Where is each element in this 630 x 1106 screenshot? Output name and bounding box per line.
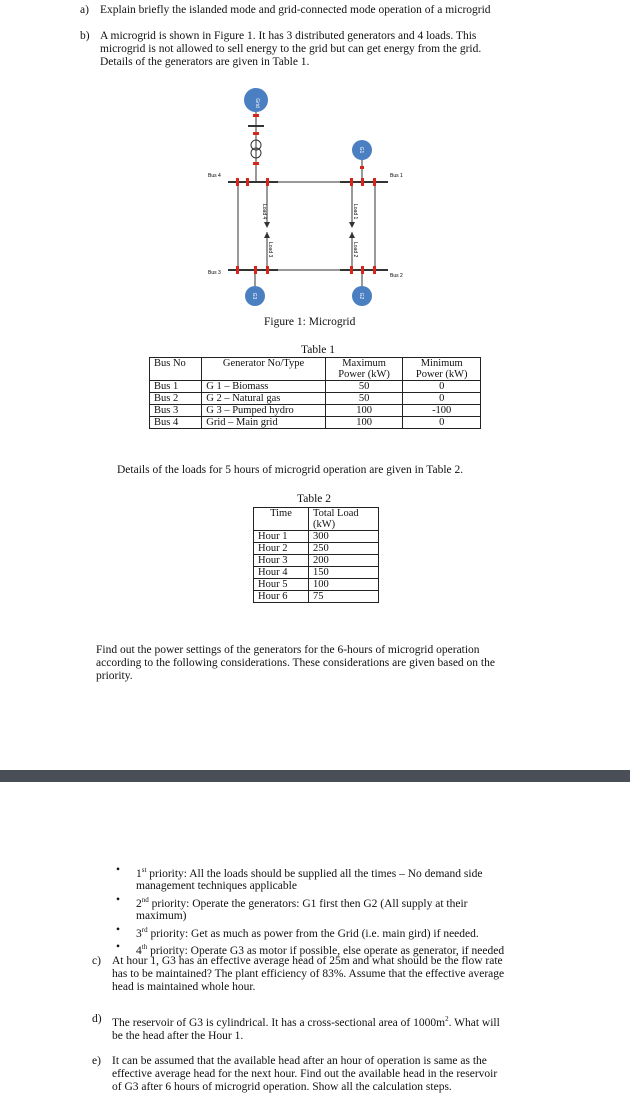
header-line: Power (kW) [415,369,468,380]
table-cell: 300 [309,531,379,543]
table-header-cell: Bus No [150,358,202,381]
table-cell: G 1 – Biomass [202,381,326,393]
g2-label: G2 [358,292,364,300]
g1-label: G1 [358,146,364,154]
table-cell: Hour 5 [254,579,309,591]
table-row [254,579,379,591]
table-cell: 100 [325,405,403,417]
bus-3-breaker-icon [266,266,269,274]
table-cell: Hour 3 [254,555,309,567]
header-line: Total Load [313,508,359,519]
table-cell: 100 [309,579,379,591]
table-row [150,358,481,381]
priority-text: priority: Operate the generators: G1 first then G2 (All supply at their [151,897,468,910]
load-4-label: Load 4 [261,204,267,220]
question-d-marker: d) [92,1013,102,1025]
table-cell: Grid – Main grid [202,417,326,429]
find-out-line: priority. [96,670,133,682]
bus-1-breaker-icon [361,178,364,186]
bullet-icon: • [116,864,121,876]
table-cell: Hour 6 [254,591,309,603]
priority-item [108,924,568,940]
question-d-line: be the head after the Hour 1. [112,1029,244,1042]
question-c-line: At hour 1, G3 has an effective average head of 25m and what should be the flow rate [112,955,503,967]
header-line: Minimum [420,358,463,369]
table-row [254,591,379,603]
table-header-cell: Time [254,508,309,531]
question-b-line: A microgrid is shown in Figure 1. It has 3 distributed generators and 4 loads. This [100,30,477,42]
table-cell: 100 [325,417,403,429]
priority-list [108,864,568,958]
bus-3-label: Bus 3 [208,270,221,276]
bus-2-breaker-icon [373,266,376,274]
superscript: 2 [445,1015,449,1023]
table-cell: Bus 1 [150,381,202,393]
load-3-arrow-icon [264,232,270,238]
table-cell: 0 [403,417,481,429]
load-4-arrow-icon [264,222,270,228]
question-c-line: has to be maintained? The plant efficiency of 83%. Assume that the effective average [112,968,505,980]
bus-2-breaker-icon [350,266,353,274]
figure-caption: Figure 1: Microgrid [264,316,356,328]
bullet-icon: • [116,923,121,936]
table-header-cell [325,358,403,381]
table-row [254,508,379,531]
table-cell: G 3 – Pumped hydro [202,405,326,417]
bullet-icon: • [116,893,121,906]
load-2-label: Load 2 [352,242,358,258]
priority-ordinal: nd [141,895,149,904]
find-out-line: Find out the power settings of the generators for the 6-hours of microgrid operation [96,644,480,656]
bus-2-label: Bus 2 [390,273,403,279]
grid-breaker-icon [253,162,259,165]
table-1-title: Table 1 [301,344,336,356]
table-cell: 50 [325,381,403,393]
table-cell: 0 [403,381,481,393]
bus-1-label: Bus 1 [390,173,403,179]
load-3-label: Load 3 [267,242,273,258]
g3-label: G3 [251,292,257,300]
find-out-line: according to the following considerations. These considerations are given based on the [96,657,495,669]
question-d-line: . What will [448,1016,500,1029]
table-row [150,381,481,393]
priority-ordinal: rd [141,925,148,934]
priority-number: 1 [136,867,142,880]
table-cell: Hour 4 [254,567,309,579]
grid-breaker-icon [253,114,259,117]
priority-text: priority: All the loads should be supplied all the times – No demand side [149,867,483,880]
table-cell: Hour 2 [254,543,309,555]
table-row [150,405,481,417]
table-cell: 200 [309,555,379,567]
bus-4-breaker-icon [236,178,239,186]
table-header-cell [309,508,379,531]
g1-breaker-icon [360,166,364,169]
question-e-text [112,1055,562,1094]
question-c-line: head is maintained whole hour. [112,981,256,993]
priority-item [108,894,568,923]
question-a-marker: a) [80,4,89,16]
grid-breaker-icon [253,132,259,135]
header-line: (kW) [313,519,336,530]
load-1-label: Load 1 [352,204,358,220]
table-header-cell: Generator No/Type [202,358,326,381]
priority-number: 2 [136,897,142,910]
bus-3-breaker-icon [254,266,257,274]
question-e-line: of G3 after 6 hours of microgrid operation. Show all the calculation steps. [112,1081,452,1093]
question-d-line: The reservoir of G3 is cylindrical. It has a cross-sectional area of 1000m [112,1016,446,1029]
bus-4-label: Bus 4 [208,173,221,179]
priority-text: management techniques applicable [136,880,297,893]
bus-2-breaker-icon [361,266,364,274]
question-c-text [112,955,562,994]
microgrid-figure [180,82,430,317]
header-line: Power (kW) [338,369,390,380]
table-row [254,567,379,579]
bus-4-breaker-icon [246,178,249,186]
table-row [254,555,379,567]
table-cell: 150 [309,567,379,579]
load-2-arrow-icon [349,232,355,238]
priority-text: priority: Get as much as power from the Grid (i.e. main gird) if needed. [150,927,479,940]
table-cell: -100 [403,405,481,417]
loads-intro-text: Details of the loads for 5 hours of microgrid operation are given in Table 2. [117,464,464,476]
question-d-text [112,1013,562,1043]
priority-text: priority: Operate G3 as motor if possible, else operate as generator, if needed [150,944,505,957]
table-2 [253,507,379,603]
table-row [150,417,481,429]
bus-1-breaker-icon [350,178,353,186]
table-cell: Hour 1 [254,531,309,543]
table-row [150,393,481,405]
table-1 [149,357,481,429]
priority-item [108,864,568,893]
table-cell: 75 [309,591,379,603]
question-b-line: Details of the generators are given in Table 1. [100,56,310,68]
priority-ordinal: st [141,866,147,874]
priority-text: maximum) [136,910,187,923]
priority-number: 4 [136,944,142,957]
question-b-line: microgrid is not allowed to sell energy to the grid but can get energy from the grid. [100,43,482,55]
priority-number: 3 [136,927,142,940]
table-cell: 0 [403,393,481,405]
question-e-line: It can be assumed that the available head after an hour of operation is same as the [112,1055,487,1067]
question-e-marker: e) [92,1055,101,1067]
find-out-text [96,644,556,683]
question-b-text [100,30,555,69]
question-e-line: effective average head for the next hour. Find out the available head in the reservoir [112,1068,498,1080]
bullet-icon: • [116,940,121,953]
bus-3-breaker-icon [236,266,239,274]
question-a-text: Explain briefly the islanded mode and grid-connected mode operation of a microgrid [100,4,491,16]
table-cell: Bus 2 [150,393,202,405]
question-b-marker: b) [80,30,90,42]
table-row [254,531,379,543]
header-line: Maximum [342,358,386,369]
question-c-marker: c) [92,955,101,967]
page-divider [0,770,630,782]
bus-1-breaker-icon [373,178,376,186]
load-1-arrow-icon [349,222,355,228]
table-cell: 250 [309,543,379,555]
table-header-cell [403,358,481,381]
table-2-title: Table 2 [297,493,332,505]
table-cell: G 2 – Natural gas [202,393,326,405]
table-cell: 50 [325,393,403,405]
priority-ordinal: th [141,942,148,951]
bus-4-breaker-icon [266,178,269,186]
table-cell: Bus 4 [150,417,202,429]
table-cell: Bus 3 [150,405,202,417]
table-row [254,543,379,555]
grid-label: Grid [254,98,260,108]
